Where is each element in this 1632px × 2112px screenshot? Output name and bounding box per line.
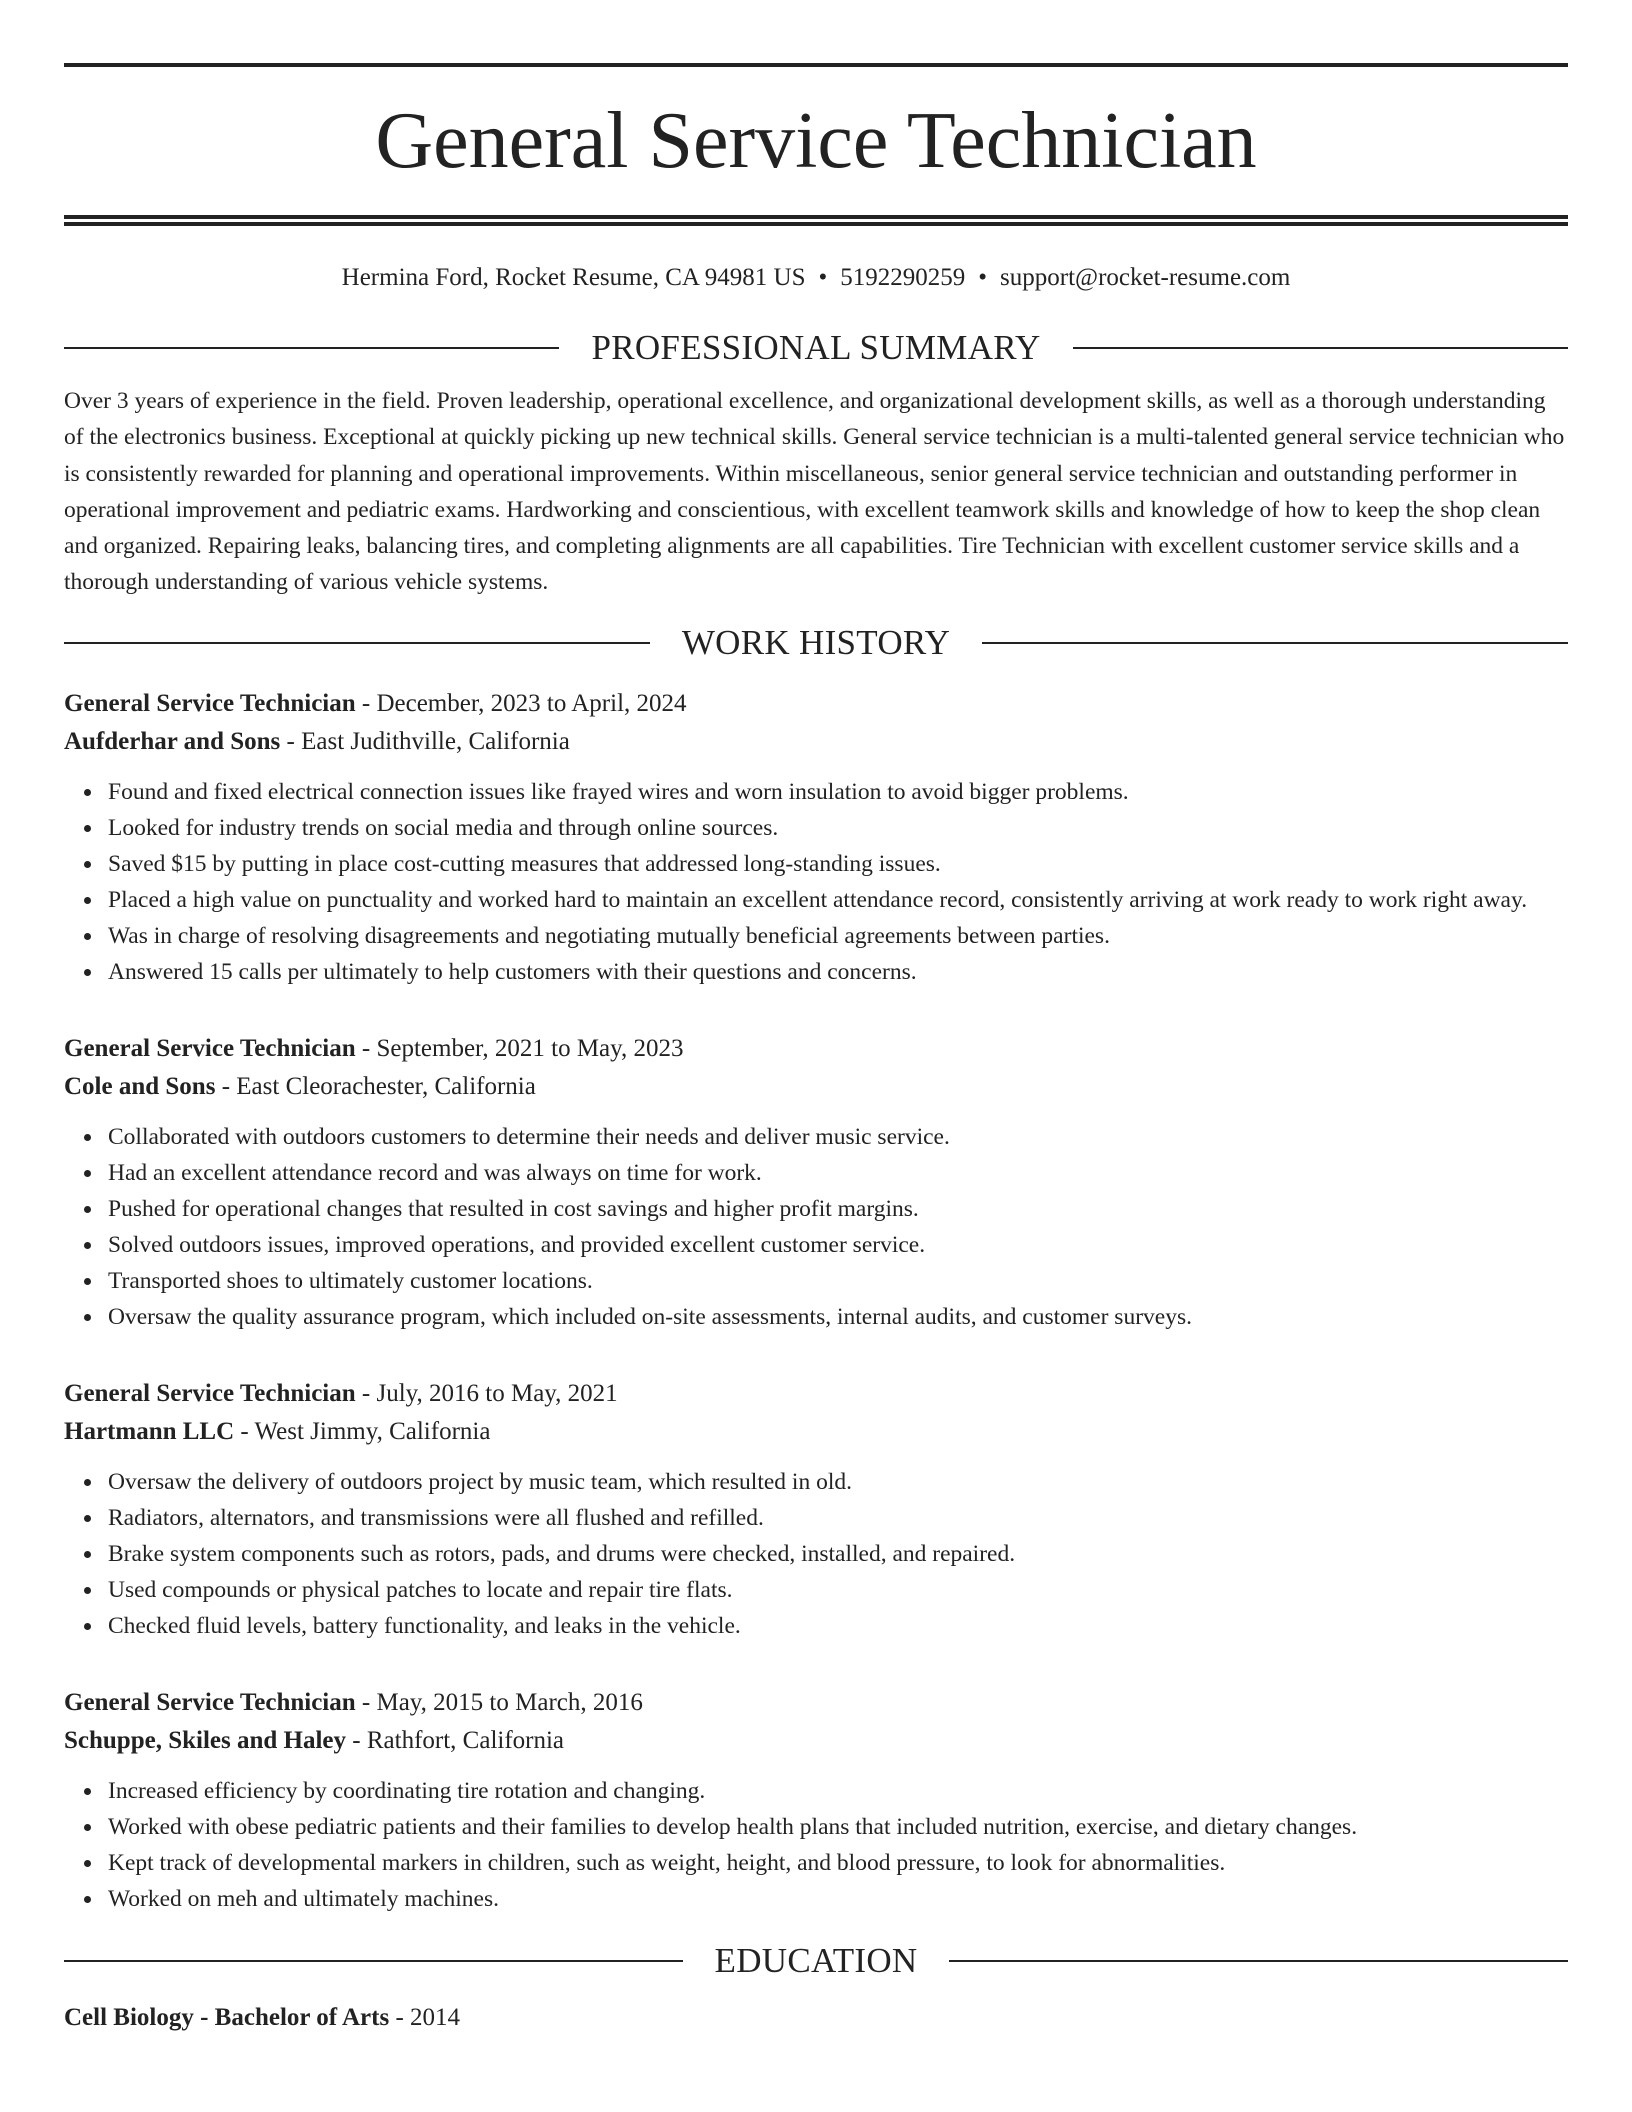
job-title-line	[64, 1375, 1568, 1413]
job-bullet: Collaborated with outdoors customers to determine their needs and deliver music service.	[108, 1119, 1568, 1155]
job-title: General Service Technician	[64, 1034, 356, 1062]
job-bullet: Oversaw the quality assurance program, which included on-site assessments, internal audits, and customer surveys.	[108, 1299, 1568, 1335]
contact-line	[64, 262, 1568, 294]
job-dates: - December, 2023 to April, 2024	[355, 689, 687, 717]
job-bullet: Oversaw the delivery of outdoors project by music team, which resulted in old.	[108, 1464, 1568, 1500]
heading-rule-right	[982, 642, 1568, 644]
contact-email: support@rocket-resume.com	[1000, 264, 1291, 291]
job-title: General Service Technician	[64, 1688, 356, 1716]
job-entry	[64, 685, 1568, 990]
contact-separator: •	[978, 264, 988, 291]
job-bullet: Solved outdoors issues, improved operations, and provided excellent customer service.	[108, 1227, 1568, 1263]
job-bullet: Worked on meh and ultimately machines.	[108, 1881, 1568, 1917]
job-entry	[64, 1030, 1568, 1335]
job-company: Cole and Sons	[64, 1072, 216, 1100]
heading-rule-right	[949, 1960, 1568, 1962]
heading-rule-left	[64, 347, 559, 349]
job-bullet: Increased efficiency by coordinating tire rotation and changing.	[108, 1773, 1568, 1809]
job-dates: - September, 2021 to May, 2023	[355, 1034, 684, 1062]
job-company-line	[64, 1722, 1568, 1760]
job-title-line	[64, 1684, 1568, 1722]
job-bullet: Checked fluid levels, battery functionality, and leaks in the vehicle.	[108, 1608, 1568, 1644]
job-bullet: Placed a high value on punctuality and worked hard to maintain an excellent attendance record, consistently arriving at work ready to work right away.	[108, 882, 1568, 918]
job-company: Schuppe, Skiles and Haley	[64, 1726, 347, 1754]
job-bullet: Worked with obese pediatric patients and their families to develop health plans that included nutrition, exercise, and dietary changes.	[108, 1809, 1568, 1845]
job-location: - East Judithville, California	[280, 727, 570, 755]
summary-text: Over 3 years of experience in the field. Proven leadership, operational excellence, and organizational development skills, as well as a thorough understanding of the electronics business. Exceptional at quickly picking up new technical skills. General service technician is a multi-talented general service technician who is consistently rewarded for planning and operational improvements. Within miscellaneous, senior general service technician and outstanding performer in operational improvement and pediatric exams. Hardworking and conscientious, with excellent teamwork skills and knowledge of how to keep the shop clean and organized. Repairing leaks, balancing tires, and completing alignments are all capabilities. Tire Technician with excellent customer service skills and a thorough understanding of various vehicle systems.	[64, 388, 1565, 596]
job-bullet: Looked for industry trends on social media and through online sources.	[108, 810, 1568, 846]
job-company-line	[64, 723, 1568, 761]
summary-heading	[64, 326, 1568, 370]
job-bullet: Used compounds or physical patches to locate and repair tire flats.	[108, 1572, 1568, 1608]
job-bullet: Transported shoes to ultimately customer locations.	[108, 1263, 1568, 1299]
work-heading	[64, 621, 1568, 665]
job-location: - West Jimmy, California	[234, 1417, 491, 1445]
job-bullet-list	[64, 1119, 1568, 1335]
job-bullet: Radiators, alternators, and transmissions were all flushed and refilled.	[108, 1500, 1568, 1536]
work-history-list	[64, 685, 1568, 1917]
job-bullet: Pushed for operational changes that resulted in cost savings and higher profit margins.	[108, 1191, 1568, 1227]
job-company-line	[64, 1413, 1568, 1451]
job-title: General Service Technician	[64, 1379, 356, 1407]
job-company-line	[64, 1068, 1568, 1106]
job-location: - Rathfort, California	[346, 1726, 565, 1754]
job-bullet: Kept track of developmental markers in children, such as weight, height, and blood pressure, to look for abnormalities.	[108, 1845, 1568, 1881]
job-bullet-list	[64, 1464, 1568, 1644]
job-entry	[64, 1684, 1568, 1917]
job-title-line	[64, 1030, 1568, 1068]
job-title-line	[64, 685, 1568, 723]
job-bullet: Was in charge of resolving disagreements and negotiating mutually beneficial agreements between parties.	[108, 918, 1568, 954]
job-dates: - July, 2016 to May, 2021	[355, 1379, 618, 1407]
job-bullet-list	[64, 774, 1568, 990]
job-company: Hartmann LLC	[64, 1417, 235, 1445]
job-title: General Service Technician	[64, 689, 356, 717]
job-bullet: Saved $15 by putting in place cost-cutting measures that addressed long-standing issues.	[108, 846, 1568, 882]
resume-page	[64, 0, 1568, 2037]
education-heading-label: EDUCATION	[714, 1940, 918, 1980]
job-entry	[64, 1375, 1568, 1644]
education-degree: Cell Biology - Bachelor of Arts	[64, 2003, 390, 2031]
title-double-rule	[64, 215, 1568, 226]
education-entry	[64, 1999, 1568, 2037]
contact-separator: •	[818, 264, 828, 291]
heading-rule-right	[1073, 347, 1568, 349]
job-bullet: Had an excellent attendance record and was always on time for work.	[108, 1155, 1568, 1191]
education-heading	[64, 1939, 1568, 1983]
job-location: - East Cleorachester, California	[215, 1072, 536, 1100]
job-bullet-list	[64, 1773, 1568, 1917]
contact-address: Hermina Ford, Rocket Resume, CA 94981 US	[341, 264, 806, 291]
contact-phone: 5192290259	[840, 264, 966, 291]
job-company: Aufderhar and Sons	[64, 727, 281, 755]
job-bullet: Answered 15 calls per ultimately to help customers with their questions and concerns.	[108, 954, 1568, 990]
heading-rule-left	[64, 642, 650, 644]
heading-rule-left	[64, 1960, 683, 1962]
resume-title: General Service Technician	[375, 97, 1257, 185]
education-year: - 2014	[389, 2003, 461, 2031]
job-bullet: Brake system components such as rotors, pads, and drums were checked, installed, and repaired.	[108, 1536, 1568, 1572]
job-dates: - May, 2015 to March, 2016	[355, 1688, 643, 1716]
top-rule	[64, 63, 1568, 67]
summary-heading-label: PROFESSIONAL SUMMARY	[591, 328, 1041, 367]
work-heading-label: WORK HISTORY	[681, 622, 951, 662]
job-bullet: Found and fixed electrical connection issues like frayed wires and worn insulation to avoid bigger problems.	[108, 774, 1568, 810]
